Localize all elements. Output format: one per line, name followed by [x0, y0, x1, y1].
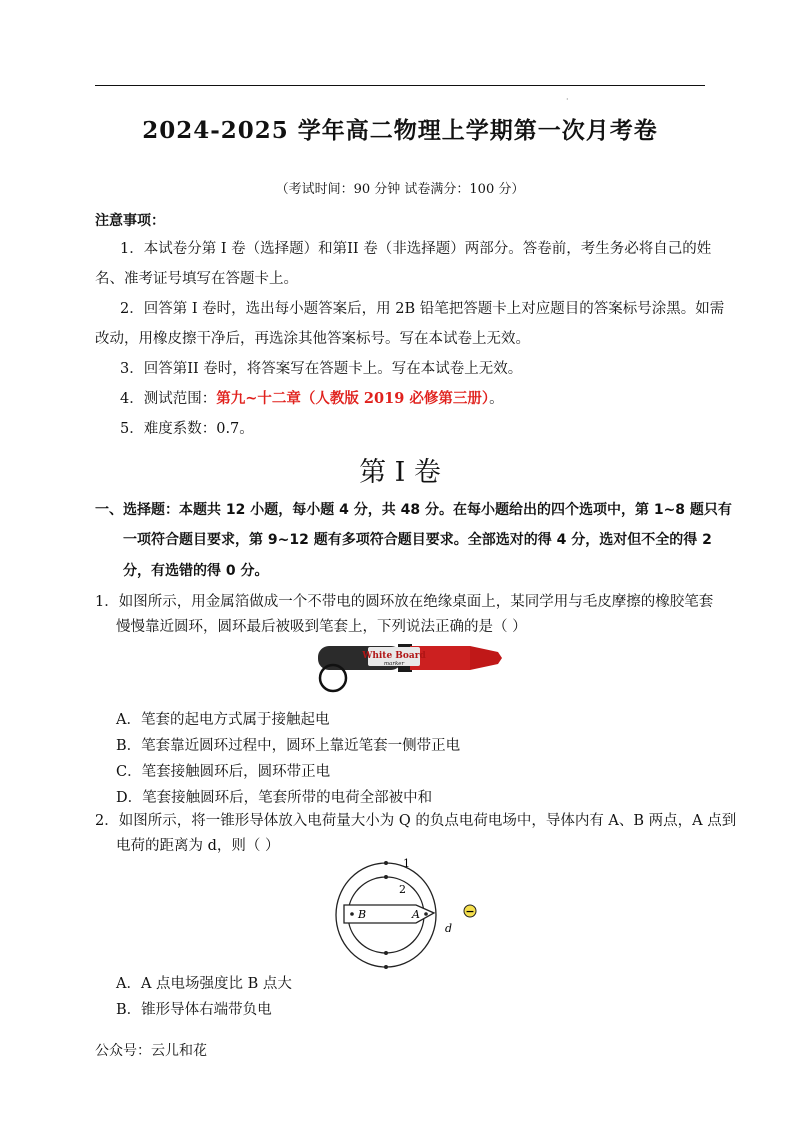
point-b [350, 912, 354, 916]
q1-stem-line-2: 慢慢靠近圆环，圆环最后被吸到笔套上，下列说法正确的是（ ） [116, 619, 527, 635]
field-point-bottom-outer [384, 965, 388, 969]
section-1-line-2: 一项符合题目要求，第 9~12 题有多项符合题目要求。全部选对的得 4 分，选对但不全的得 2 [123, 532, 712, 548]
label-b: B [358, 908, 367, 921]
notice-item-1-line-1: 1．本试卷分第 I 卷（选择题）和第II 卷（非选择题）两部分。答卷前，考生务必将自己的姓 [120, 241, 712, 257]
label-line-2: 2 [399, 883, 406, 896]
q1-option-c: C．笔套接触圆环后，圆环带正电 [116, 764, 331, 780]
notice-item-2-line-2: 改动，用橡皮擦干净后，再选涂其他答案标号。写在本试卷上无效。 [95, 331, 530, 347]
header-dot: · [566, 95, 569, 104]
q2-option-b: B．锥形导体右端带负电 [116, 1002, 272, 1018]
marker-subtext: marker [383, 661, 405, 667]
marker-tip [470, 646, 502, 670]
negative-charge-sign: − [465, 905, 475, 918]
field-point-top-outer [384, 861, 388, 865]
q2-option-a: A．A 点电场强度比 B 点大 [116, 976, 292, 992]
q1-stem-line-1: 1．如图所示，用金属箔做成一个不带电的圆环放在绝缘桌面上，某同学用与毛皮摩擦的橡胶笔套 [95, 594, 714, 610]
cone-conductor-figure [334, 855, 484, 975]
exam-title: 2024-2025 学年高二物理上学期第一次月考卷 [142, 117, 658, 144]
q1-option-a: A．笔套的起电方式属于接触起电 [116, 712, 330, 728]
footer-credit: 公众号：云儿和花 [95, 1043, 207, 1059]
marker-ring-figure [312, 638, 508, 694]
q1-option-b: B．笔套靠近圆环过程中，圆环上靠近笔套一侧带正电 [116, 738, 461, 754]
field-point-top-inner [384, 875, 388, 879]
section-1-line-3: 分，有选错的得 0 分。 [123, 563, 269, 579]
notice-item-5: 5．难度系数：0.7。 [120, 421, 254, 437]
label-d: d [445, 922, 453, 935]
exam-subtitle: （考试时间：90 分钟 试卷满分：100 分） [275, 182, 525, 197]
notice-item-4 [120, 389, 504, 409]
header-rule [95, 85, 705, 86]
notice-item-3: 3．回答第II 卷时，将答案写在答题卡上。写在本试卷上无效。 [120, 361, 523, 377]
label-a: A [412, 908, 420, 921]
point-a [424, 912, 428, 916]
notice-item-4-prefix: 4．测试范围： [120, 391, 217, 407]
notice-heading: 注意事项： [95, 213, 165, 229]
notice-item-1-line-2: 名、准考证号填写在答题卡上。 [95, 271, 298, 287]
q2-stem-line-1: 2．如图所示，将一锥形导体放入电荷量大小为 Q 的负点电荷电场中，导体内有 A、B 两点，A 点到 [95, 813, 737, 829]
notice-item-4-suffix: 。 [489, 391, 504, 407]
test-range: 第九~十二章（人教版 2019 必修第三册） [216, 390, 490, 407]
q1-option-d: D．笔套接触圆环后，笔套所带的电荷全部被中和 [116, 790, 433, 806]
volume-title: 第 I 卷 [359, 457, 441, 488]
field-point-bottom-inner [384, 951, 388, 955]
marker-brand-text: White Board [362, 651, 426, 661]
section-1-line-1: 一、选择题：本题共 12 小题，每小题 4 分，共 48 分。在每小题给出的四个选项中，第 1~8 题只有 [95, 502, 732, 518]
notice-item-2-line-1: 2．回答第 I 卷时，选出每小题答案后，用 2B 铅笔把答题卡上对应题目的答案标号涂黑。如需 [120, 301, 725, 317]
label-line-1: 1 [403, 857, 410, 870]
q2-stem-line-2: 电荷的距离为 d，则（ ） [116, 838, 280, 854]
